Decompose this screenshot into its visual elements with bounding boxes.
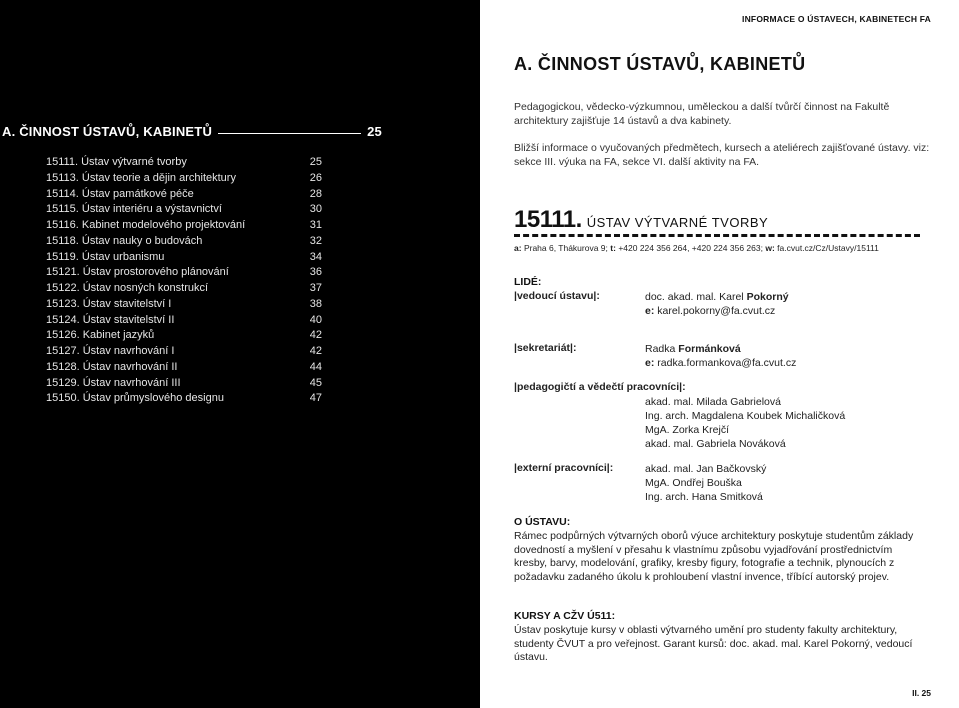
- toc-item-label: 15111. Ústav výtvarné tvorby: [46, 156, 187, 168]
- courses-section: [514, 610, 615, 622]
- toc-item-page: 26: [309, 171, 322, 184]
- web-label: w:: [765, 243, 775, 253]
- toc-item[interactable]: [46, 202, 322, 218]
- toc-item[interactable]: [46, 155, 322, 171]
- toc-item-page: 37: [309, 282, 322, 294]
- people-heading: LIDÉ:: [514, 276, 542, 288]
- toc-item[interactable]: [46, 187, 322, 203]
- head-person: [645, 290, 789, 318]
- section-title: A. ČINNOST ÚSTAVŮ, KABINETŮ: [514, 54, 806, 74]
- toc-item[interactable]: [46, 250, 322, 266]
- toc-item-page: 42: [309, 345, 322, 357]
- toc-list: [46, 155, 322, 407]
- toc-item[interactable]: [46, 360, 322, 376]
- head-role-label: |vedoucí ústavu|:: [514, 290, 600, 302]
- toc-item-page: 40: [309, 313, 322, 326]
- institute-heading: [514, 206, 920, 234]
- courses-text: Ústav poskytuje kursy v oblasti výtvarného umění pro studenty fakulty architektury, studenty ČVUT a pro veřejnost. Garant kursů: doc. akad. mal. Karel Pokorný, vedoucí ústavu.: [514, 624, 913, 663]
- toc-item-label: 15124. Ústav stavitelství II: [46, 313, 175, 326]
- head-name: [645, 290, 789, 304]
- toc-title-leader: [218, 124, 361, 134]
- toc-item-page: 32: [309, 234, 322, 247]
- external-role: [514, 462, 613, 474]
- person-name: akad. mal. Gabriela Nováková: [645, 438, 786, 450]
- running-header: INFORMACE O ÚSTAVECH, KABINETECH FA: [742, 14, 931, 24]
- toc-item-page: 28: [309, 187, 322, 200]
- toc-item[interactable]: [46, 376, 322, 392]
- toc-item[interactable]: [46, 313, 322, 329]
- about-section: [514, 516, 570, 528]
- about-text: Rámec podpůrných výtvarných oborů výuce architektury poskytuje studentům základy dovedností a myšlení v přesahu k vlastnímu způsobu vyjadřování prostřednictvím kresby, barvy, modelování, grafiky, kresby figury, fotografie a technik, plynoucích z požadavku zadaného úkolu k prohloubení vlastní invence, tříbící autorský projev.: [514, 530, 914, 583]
- person-name: akad. mal. Jan Bačkovský: [645, 463, 767, 475]
- toc-item-label: 15113. Ústav teorie a dějin architektury: [46, 171, 236, 184]
- address-value: Praha 6, Thákurova 9;: [523, 243, 608, 253]
- page-number: II. 25: [912, 688, 931, 698]
- toc-item-page: 25: [309, 156, 322, 168]
- head-email: [645, 304, 789, 318]
- web-value: fa.cvut.cz/Cz/Ustavy/15111: [777, 243, 879, 253]
- toc-title-text: A. ČINNOST ÚSTAVŮ, KABINETŮ: [2, 124, 213, 139]
- secretariat-person: [645, 342, 796, 370]
- about-heading: O ÚSTAVU:: [514, 516, 571, 528]
- toc-item-label: 15127. Ústav navrhování I: [46, 345, 175, 357]
- institute-dot: .: [575, 206, 583, 233]
- toc-item[interactable]: [46, 328, 322, 344]
- pedagogues-list: [645, 395, 845, 451]
- toc-item-label: 15121. Ústav prostorového plánování: [46, 266, 229, 279]
- toc-item-page: 38: [309, 297, 322, 310]
- toc-item-page: 36: [309, 266, 322, 279]
- toc-item-label: 15114. Ústav památkové péče: [46, 187, 194, 200]
- pedagogues-role: [514, 381, 686, 393]
- dashed-divider: [514, 234, 920, 237]
- toc-item[interactable]: [46, 391, 322, 407]
- secretariat-role-label: |sekretariát|:: [514, 342, 577, 354]
- toc-item-label: 15122. Ústav nosných konstrukcí: [46, 282, 209, 294]
- secretariat-email: [645, 356, 796, 370]
- phone-label: t:: [610, 243, 616, 253]
- secretariat-role: [514, 342, 577, 354]
- toc-item-page: 45: [309, 376, 322, 389]
- courses-heading: KURSY A CŽV Ú511:: [514, 610, 616, 622]
- toc-title: [2, 124, 382, 139]
- head-title: doc. akad. mal. Karel: [645, 291, 747, 303]
- toc-item[interactable]: [46, 344, 322, 360]
- toc-item[interactable]: [46, 265, 322, 281]
- person-name: Ing. arch. Magdalena Koubek Michaličková: [645, 410, 846, 422]
- head-role: [514, 290, 600, 302]
- head-surname: Pokorný: [746, 291, 789, 303]
- content-page: [481, 0, 959, 708]
- institute-number: 15111: [514, 206, 576, 233]
- intro-text-2: Bližší informace o vyučovaných předmětech, kursech a ateliérech zajišťované ústavy. viz: sekce III. výuka na FA, sekce VI. další aktivity na FA.: [514, 142, 930, 168]
- person-name: MgA. Ondřej Bouška: [645, 477, 742, 489]
- toc-item[interactable]: [46, 218, 322, 234]
- toc-item-label: 15119. Ústav urbanismu: [46, 250, 165, 263]
- external-list: [645, 462, 766, 504]
- external-role-label: |externí pracovníci|:: [514, 462, 614, 474]
- toc-item[interactable]: [46, 297, 322, 313]
- toc-item-label: 15129. Ústav navrhování III: [46, 376, 181, 389]
- secretariat-email-value: radka.formankova@fa.cvut.cz: [657, 357, 797, 369]
- toc-item-label: 15128. Ústav navrhování II: [46, 360, 178, 373]
- toc-item[interactable]: [46, 171, 322, 187]
- toc-item-page: 31: [309, 219, 322, 231]
- toc-item[interactable]: [46, 234, 322, 250]
- toc-item-label: 15118. Ústav nauky o budovách: [46, 234, 203, 247]
- person-name: MgA. Zorka Krejčí: [645, 424, 730, 436]
- toc-item-page: 30: [309, 203, 322, 216]
- pedagogues-role-label: |pedagogičtí a vědečtí pracovníci|:: [514, 381, 686, 393]
- secretariat-name: [645, 342, 796, 356]
- secretariat-email-label: e:: [645, 357, 655, 369]
- toc-title-page: 25: [367, 124, 382, 139]
- toc-item-label: 15123. Ústav stavitelství I: [46, 297, 172, 310]
- phone-value: +420 224 356 264, +420 224 356 263;: [618, 243, 763, 253]
- toc-item-label: 15116. Kabinet modelového projektování: [46, 219, 246, 231]
- toc-item[interactable]: [46, 281, 322, 297]
- address-label: a:: [514, 243, 522, 253]
- head-email-value: karel.pokorny@fa.cvut.cz: [657, 305, 776, 317]
- toc-item-page: 34: [309, 250, 322, 263]
- toc-item-label: 15150. Ústav průmyslového designu: [46, 392, 224, 405]
- toc-item-page: 42: [309, 329, 322, 342]
- intro-text: Pedagogickou, vědecko-výzkumnou, uměleckou a další tvůrčí činnost na Fakultě architektury zajišťuje 14 ústavů a dva kabinety.: [514, 101, 890, 127]
- people-section: [514, 276, 541, 288]
- toc-item-page: 44: [309, 360, 322, 373]
- institute-contacts: [514, 243, 879, 253]
- secretariat-surname: Formánková: [678, 343, 741, 355]
- secretariat-title: Radka: [645, 343, 679, 355]
- toc-item-label: 15126. Kabinet jazyků: [46, 329, 155, 342]
- head-email-label: e:: [645, 305, 655, 317]
- person-name: Ing. arch. Hana Smitková: [645, 491, 763, 503]
- toc-item-label: 15115. Ústav interiéru a výstavnictví: [46, 203, 222, 216]
- person-name: akad. mal. Milada Gabrielová: [645, 396, 781, 408]
- toc-item-page: 47: [309, 392, 322, 405]
- institute-name: ÚSTAV VÝTVARNÉ TVORBY: [586, 215, 769, 230]
